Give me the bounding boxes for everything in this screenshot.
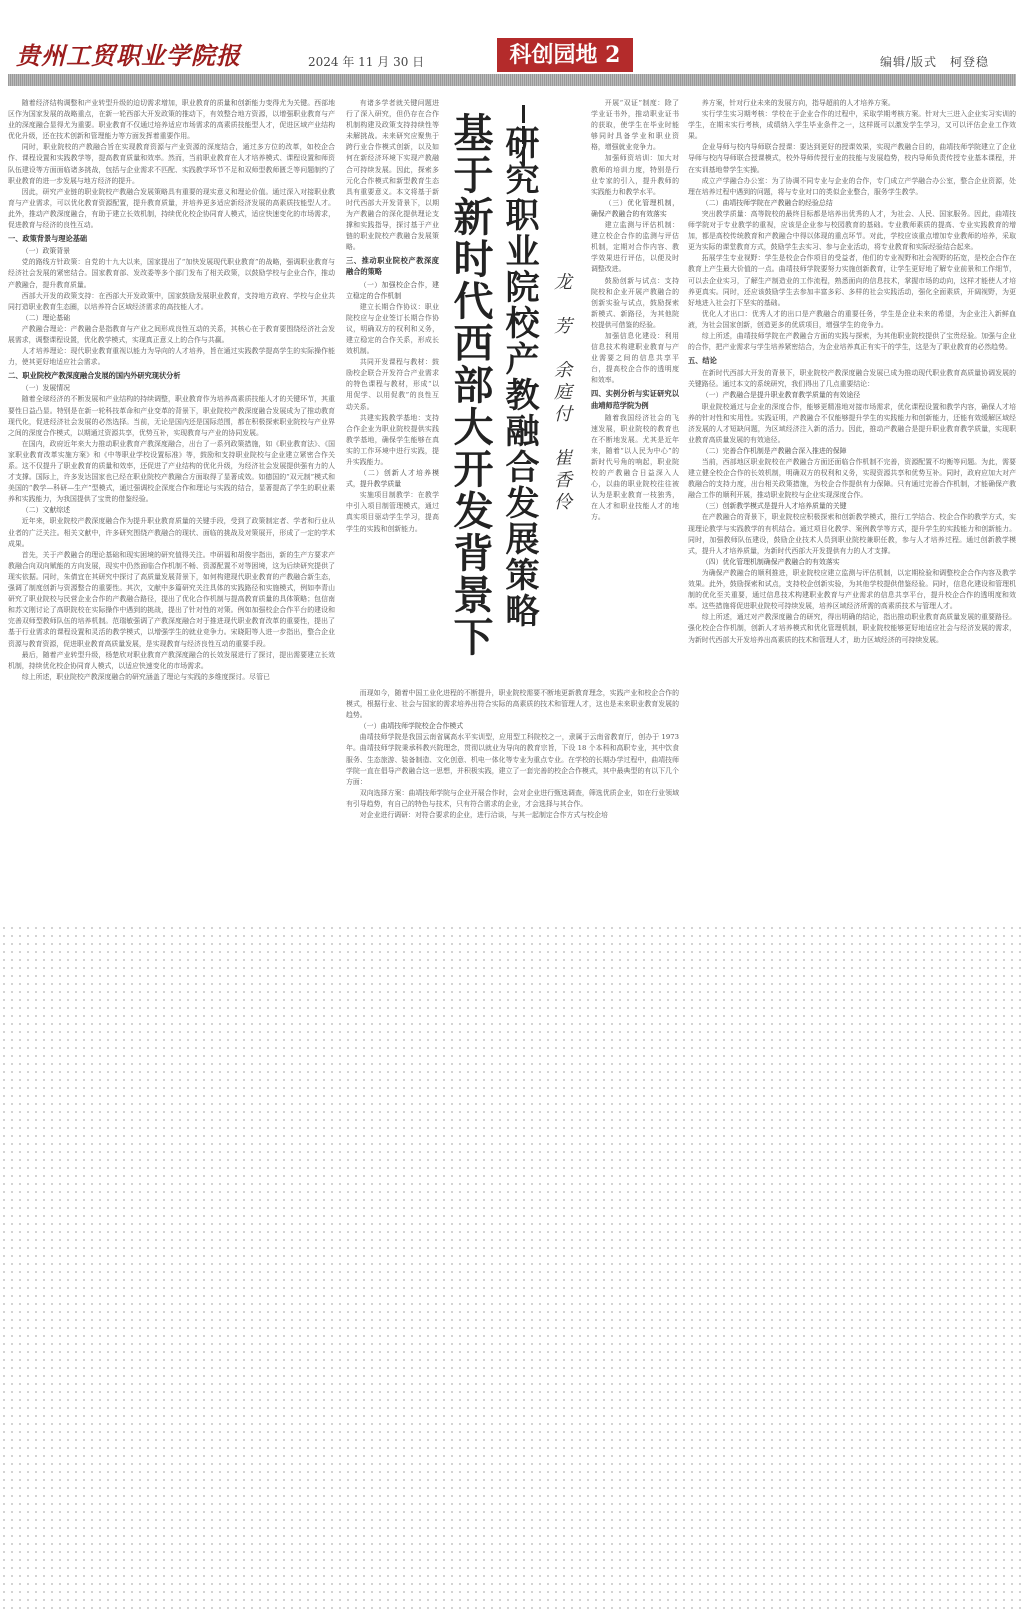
section-heading: （二）曲靖技师学院在产教融合的经验总结 bbox=[701, 198, 833, 207]
masthead-rule bbox=[8, 74, 1016, 86]
masthead bbox=[0, 0, 1024, 92]
paragraph: 随着我国经济社会的飞速发展，职业院校的教育也在不断地发展。尤其是近年来，随着“以人民为中心”的新时代号角的响起，职业院校的产教融合日益深入人心，以曲的职业院校往往被认为是职业教育一枝独秀，在人才和职业技能人才的地方。 bbox=[591, 413, 679, 522]
article-subtitle: 研究职业院校产教融合发展策略 bbox=[499, 125, 539, 629]
section-heading: （一）政策背景 bbox=[21, 247, 71, 256]
section-heading: （二）创新人才培养模式，提升教学质量 bbox=[346, 469, 439, 489]
article-title: 基于新时代西部大开发背景下 bbox=[447, 112, 494, 658]
section-heading: 三、推动职业院校产教深度融合的策略 bbox=[346, 256, 439, 277]
section-heading: 五、结论 bbox=[688, 356, 717, 366]
paragraph: 近年来，职业院校产教深度融合作为提升职业教育质量的关键手段，受到了政策制定者、学者和行业从业者的广泛关注。相关文献中，许多研究围绕产教融合的现状、面临的挑战及对策展开，形成了一定的学术成果。 bbox=[8, 517, 335, 548]
article-column-3 bbox=[591, 98, 679, 672]
paragraph: 职业院校通过与企业的深度合作，能够更精准地对接市场需求，优化课程设置和教学内容，确保人才培养的针对性和实用性。实践证明，产教融合不仅能够提升学生的实践能力和创新能力，还能有效缓解区域经济发展的人才短缺问题，为区域经济注入新的活力。因此，推动产教融合是提升职业教育教学质量，实现职业教育高质量发展的有效途径。 bbox=[688, 402, 1016, 444]
paragraph: 综上所述，曲靖技师学院在产教融合方面的实践与探索，为其他职业院校提供了宝贵经验。加强与企业的合作，把产业需求与学生培养紧密结合，为企业培养真正有实干的学生，这是为了职业教育的必然趋势。 bbox=[688, 331, 1016, 352]
editor-credit: 编辑/版式 柯登稳 bbox=[880, 55, 990, 69]
paragraph: 随着全球经济的不断发展和产业结构的持续调整，职业教育作为培养高素质技能人才的关键环节，其重要性日益凸显。特别是在新一轮科技革命和产业变革的背景下，职业院校产教深度融合发展成为了推动教育现代化，促进经济社会发展的必然选择。当前，无论是国内还是国际范围，都在积极探索职业院校与产业界之间的深度合作模式，以期通过资源共享，优势互补，实现教育与产业的协同发展。 bbox=[8, 395, 335, 437]
section-heading: （一）发展情况 bbox=[21, 384, 71, 393]
paragraph: 而现如今，随着中国工业化进程的不断提升，职业院校需要不断地更新教育理念，实践产业和校企合作的模式，根据行业、社会与国家的需求培养出符合实际的高素质的技术和管理人才，这也是未来职业教育发展的趋势。 bbox=[346, 689, 679, 720]
paragraph: 产教融合理论：产教融合是指教育与产业之间形成良性互动的关系，其核心在于教育要围绕经济社会发展需求，调整课程设置，优化教学模式，实现真正意义上的合作与共赢。 bbox=[8, 324, 335, 344]
paragraph: 首先，关于产教融合的理论基础和现实困境的研究值得关注。申研福和胡俊宇指出，新的生产方要求产教融合向双向赋能的方向发展，现实中仍然面临合作机制不畅、资源配置不对等困境，这为后续研究提供了现实依据。同时，朱倩宜在其研究中探讨了高质量发展背景下，如何构建现代职业教育的产教融合新生态，强调了制度创新与资源整合的重要性。其次，文献中多篇研究关注具体的实践路径和实施模式，例如李青山研究了职业院校与民营企业合作的产教融合路径，提出了优化合作机制与提高教育质量的具体策略；包信南和苏文刚讨论了高职院校在实际操作中遇到的挑战，提出了针对性的对策。例如加强校企合作平台的建设和完善双师型教师队伍的培养机制。范瑞敏强调了产教深度融合对于推进现代职业教育改革的重要性，提出了基于行业需求的课程设置和灵活的教学模式，以增强学生的就业竞争力。宋晓阳等人进一步指出，整合企业资源与教育资源，促进职业教育高质量发展，是实现教育与经济良性互动的重要手段。 bbox=[8, 550, 335, 648]
paragraph: 在产教融合的背景下，职业院校应积极探索和创新教学模式，推行工学结合、校企合作的教学方式，实现理论教学与实践教学的有机结合。通过项目化教学、案例教学等方式，提升学生的实践能力和创新能力。同时，加强教师队伍建设，鼓励企业技术人员到职业院校兼职任教，参与人才培养过程。通过创新教学模式，提升人才培养质量，为新时代西部大开发提供有力的人才支撑。 bbox=[688, 513, 1016, 555]
paragraph: 综上所述，职业院校产教深度融合的研究涵盖了理论与实践的多维度探讨。尽管已 bbox=[21, 672, 270, 681]
paragraph: 加强信息化建设：利用信息技术构建职业教育与产业需要之间的信息共享平台，提高校企合作的透明度和效率。 bbox=[591, 331, 679, 385]
paragraph: 为确保产教融合的顺利推进，职业院校应建立监测与评估机制，以定期检验和调整校企合作内容及教学效果。此外，鼓励探索和试点，支持校企创新实验，为其他学校提供借鉴经验。同时，信息化建设和管理机制的优化至关重要，通过信息技术构建职业教育与产业需求的信息共享平台，提升校企合作的透明度和效率。这些措施将促进职业院校可持续发展，培养区域经济所需的高素质技术与管理人才。 bbox=[688, 568, 1016, 611]
paragraph: 建立监测与评估机制：建立校企合作的监测与评估机制，定期对合作内容、教学效果进行评估，以便及时调整改进。 bbox=[591, 221, 679, 274]
paragraph: 对企业进行调研：对符合要求的企业，进行洽谈，与其一起制定合作方式与校企培 bbox=[359, 811, 608, 820]
paragraph: 随着经济结构调整和产业转型升级的迫切需求增加，职业教育的质量和创新能力变得尤为关键。西部地区作为国家发展的战略重点，在新一轮西部大开发政策的推动下，有效整合地方资源，以增强职业教育与产业的深度融合显得尤为重要。职业教育不仅通过培养适应市场需求的高素质技能型人才，促进区域产业结构优化升级，还在技术创新和管理能力等方面发挥着重要作用。 bbox=[8, 99, 335, 141]
section-title: 科创园地 2 bbox=[497, 38, 633, 72]
article-column-4 bbox=[688, 98, 1016, 918]
article-authors: 龙 芳 余庭付 崔香伶 bbox=[551, 272, 572, 514]
article-lower-block bbox=[346, 688, 679, 918]
paragraph: 成立产学融合办公室：为了协调不同专业与企业的合作，专门成立产学融合办公室，整合企业资源，处理在培养过程中遇到的问题，将与专业对口的类似企业整合，服务学生教学。 bbox=[688, 176, 1016, 196]
paragraph: 最后，随着产业转型升级，杨楚欣对职业教育产教深度融合的长效发展进行了探讨，提出需要建立长效机制，持续优化校企协同育人模式，以适应快速变化的市场需求。 bbox=[8, 650, 335, 670]
paragraph: 养方案，针对行业未来的发展方向，指导超前的人才培养方案。 bbox=[701, 99, 895, 107]
paragraph: 共同开发课程与教材：鼓励校企联合开发符合产业需求的特色课程与教材，形成“以用促学、以用促教”的良性互动关系。 bbox=[346, 358, 439, 411]
paragraph: 加强师资培训：加大对教师的培训力度，特别是行业专家的引入，提升教师的实践能力和教学水平。 bbox=[591, 154, 679, 196]
paragraph: 开展“双证”制度：除了学业证书外，推动职业证书的获取，使学生在毕业时能够同时具备学业和职业资格，增强就业竞争力。 bbox=[591, 99, 679, 152]
paragraph: 当前，西部地区职业院校在产教融合方面还面临合作机制不完善，资源配置不均衡等问题。为此，需要建立健全校企合作的长效机制，明确双方的权利和义务，实现资源共享和优势互补。同时，政府应加大对产教融合的支持力度，出台相关政策措施，为校企合作提供有力保障。只有通过完善合作机制，才能确保产教融合工作的顺利开展，推动职业院校与企业实现深度合作。 bbox=[688, 458, 1016, 500]
paragraph: 实行学生实习期考核：学校在于企业合作的过程中，采取学期考核方案。针对大三进入企业实习实训的学生，在期末实行考核，成绩纳入学生毕业条件之一，这样既可以激发学生学习，又可以评估企业工作效果。 bbox=[688, 110, 1016, 141]
section-heading: 二、职业院校产教深度融合发展的国内外研究现状分析 bbox=[8, 371, 181, 381]
section-heading: 四、实例分析与实证研究以曲靖师范学院为例 bbox=[591, 389, 679, 410]
paragraph: 在国内，政府近年来大力推动职业教育产教深度融合，出台了一系列政策措施，如《职业教育法》、《国家职业教育改革实施方案》和《中等职业学校设置标准》等，鼓励和支持职业院校与企业建立紧密合作关系。这不仅提升了职业教育的质量和效率，还促进了产业结构的优化升级，为经济社会发展提供强有力的人才支撑。国际上，许多发达国家也已经在职业院校产教融合方面取得了显著成效。如德国的“双元制”模式和美国的“教学—科研—生产”型模式，通过强调校企深度合作和理论与实践的结合，显著提高了学生的职业素养和实践能力，为我国提供了宝贵的借鉴经验。 bbox=[8, 439, 335, 504]
article-column-1 bbox=[8, 98, 335, 918]
section-heading: （一）曲靖技师学院校企合作模式 bbox=[359, 722, 464, 731]
section-heading: （一）加强校企合作，建立稳定的合作机制 bbox=[346, 280, 439, 300]
paragraph: 双向选择方案：曲靖技师学院与企业开展合作时，会对企业进行甄选调查，筛选优质企业，如在行业领域有引导趋势，有自己的特色与技术，只有符合需求的企业，才会选择与其合作。 bbox=[346, 788, 679, 808]
section-heading: （一）产教融合是提升职业教育教学质量的有效途径 bbox=[701, 391, 861, 400]
section-heading: （四）优化管理机制确保产教融合的有效落实 bbox=[701, 557, 840, 566]
paper-name: 贵州工贸职业学院报 bbox=[16, 41, 241, 70]
paragraph: 拓展学生专业视野：学生是校企合作项目的受益者，他们的专业视野和社会视野的拓宽，是校企合作在教育上产生最大价值的一点。曲靖技师学院要努力实施创新教育，让学生更好地了解专业前景和工作细节，可以去企业实习，了解生产制造业的工作流程，熟悉面向的信息技术，掌握市场的动向，这样才能使人才培养更真实。同时，还应该鼓励学生去参加丰富多彩、多样的社会实践活动，强化全面素质，开阔视野，为更好地进入社会打下坚实的基础。 bbox=[688, 254, 1016, 307]
paragraph: 综上所述，通过对产教深度融合的研究，得出明确的结论，指出推动职业教育高质量发展的重要路径。强化校企合作机制，创新人才培养模式和优化管理机制，职业院校能够更好地适应社会与经济发展的需求，为新时代西部大开发培养出高素质的技术和管理人才，助力区域经济的可持续发展。 bbox=[688, 613, 1016, 644]
paragraph: 突出教学质量：高等院校的最终目标都是培养出优秀的人才，为社会、人民、国家服务。因此，曲靖技师学院对于专业教学的重视，应该是企业参与校园教育的基础。专业教师素质的提高、专业实践教育的增加，都是高校传统教育和产教融合中得以体现的重点环节。对此，学校应该重点增加专业教师的培养，采取更为实际的课堂教育方式，鼓励学生去实习、参与企业活动，将专业教育和实际经验结合起来。 bbox=[688, 209, 1016, 252]
paragraph: 人才培养理论：现代职业教育重视以能力为导向的人才培养，旨在通过实践教学提高学生的实际操作能力，使其更好地适应社会需求。 bbox=[8, 347, 335, 367]
paragraph: 有诸多学者就关键问题进行了深入研究，但仍存在合作机制构建及政策支持持续性等未解挑战。未来研究应聚焦于跨行业合作模式创新，以及如何在新经济环境下实现产教融合可持续发展。因此，探索多元化合作模式和新型教育生态具有重要意义。本文将基于新时代西部大开发背景下，以期为产教融合的深化提供理论支撑和实践指导，探讨基于产业链的职业院校产教融合发展策略。 bbox=[346, 99, 439, 252]
section-heading: （二）理论基础 bbox=[21, 313, 71, 322]
paragraph: 在新时代西部大开发的背景下，职业院校产教深度融合发展已成为推动现代职业教育高质量协调发展的关键路径。通过本文的系统研究，我们得出了几点重要结论： bbox=[688, 369, 1016, 389]
paragraph: 因此，研究产业链的职业院校产教融合发展策略具有重要的现实意义和理论价值。通过深入对接职业教育与产业需求，可以优化教育资源配置，提升教育质量，并培养更多适应新经济发展的高素质技能型人才。此外，推动产教深度融合，有助于建立长效机制，持续优化校企协同育人模式，适应快速变化的市场需求，促进教育与经济的良性互动。 bbox=[8, 187, 335, 230]
paragraph: 企业导师与校内导师联合授课：要达到更好的授课效果，实现产教融合目的，曲靖技师学院建立了企业导师与校内导师联合授课模式，校外导师传授行业的技能与发展趋势，校内导师负责传授专业基本课程，并在实训基地带学生实操。 bbox=[688, 143, 1016, 174]
dotted-background bbox=[0, 924, 1024, 1613]
article-column-2 bbox=[346, 98, 439, 672]
issue-date: 2024 年 11 月 30 日 bbox=[308, 55, 425, 69]
section-heading: 一、政策背景与理论基础 bbox=[8, 234, 88, 244]
paragraph: 鼓励创新与试点：支持院校和企业开展产教融合的创新实验与试点，鼓励探索新模式、新路径，为其他院校提供可借鉴的经验。 bbox=[591, 276, 679, 329]
section-heading: （二）完善合作机制是产教融合深入推进的保障 bbox=[701, 446, 847, 455]
section-heading: （三）创新教学模式是提升人才培养质量的关键 bbox=[701, 502, 847, 511]
paragraph: 实施项目制教学：在教学中引入项目制管理模式，通过真实项目驱动学生学习，提高学生的实践和创新能力。 bbox=[346, 491, 439, 533]
paragraph: 西部大开发的政策支持：在西部大开发政策中，国家鼓励发展职业教育，支持地方政府、学校与企业共同打造职业教育生态圈，以培养符合区域经济需求的高技能人才。 bbox=[8, 291, 335, 311]
paragraph: 曲靖技师学院是我国云南省属高水平实训型，应用型工科院校之一，隶属于云南省教育厅，创办于 1973 年。曲靖技师学院秉承科教兴院理念，贯彻以就业为导向的教育宗旨，下设 18 个本科和高职专业，其中饮食服务、生态旅游、装备制造、文化创意、机电一体化等专业为重点专业。在学校的长期办学过程中，曲靖技师学院一直在倡导产教融合这一思想，并积极实践，建立了一套完善的校企合作模式，其中最典型的有以下几个方面： bbox=[346, 733, 679, 786]
section-heading: （二）文献综述 bbox=[21, 506, 71, 515]
paragraph: 党的路线方针政策：自党的十九大以来，国家提出了“加快发展现代职业教育”的战略，强调职业教育与经济社会发展的紧密结合。国家教育部、发改委等多个部门发布了相关政策，以鼓励学校与企业合作，推动产教融合，提升教育质量。 bbox=[8, 258, 335, 289]
section-heading: （三）优化管理机制，确保产教融合的有效落实 bbox=[591, 198, 679, 218]
paragraph: 建立长期合作协议：职业院校应与企业签订长期合作协议，明确双方的权利和义务，建立稳定的合作关系，形成长效机制。 bbox=[346, 302, 439, 356]
paragraph: 同时，职业院校的产教融合旨在实现教育资源与产业资源的深度结合，通过多方位的改革，如校企合作、课程设置和实践教学等，提高教育质量和效率。然而，当前职业教育在人才培养模式、课程设置和师资队伍建设等方面面临诸多挑战，包括与企业需求不匹配、实践教学环节不足和双师型教师匮乏等问题制约了职业教育的进一步发展与地方经济的提升。 bbox=[8, 143, 335, 185]
paragraph: 优化人才出口：优秀人才的出口是产教融合的重要任务，学生是企业未来的希望，为企业注入新鲜血液，为社会国家创新，创造更多的优质项目，增强学生的竞争力。 bbox=[688, 309, 1016, 329]
paragraph: 共建实践教学基地：支持合作企业为职业院校提供实践教学基地，确保学生能够在真实的工作环境中进行实践，提升实践能力。 bbox=[346, 413, 439, 466]
